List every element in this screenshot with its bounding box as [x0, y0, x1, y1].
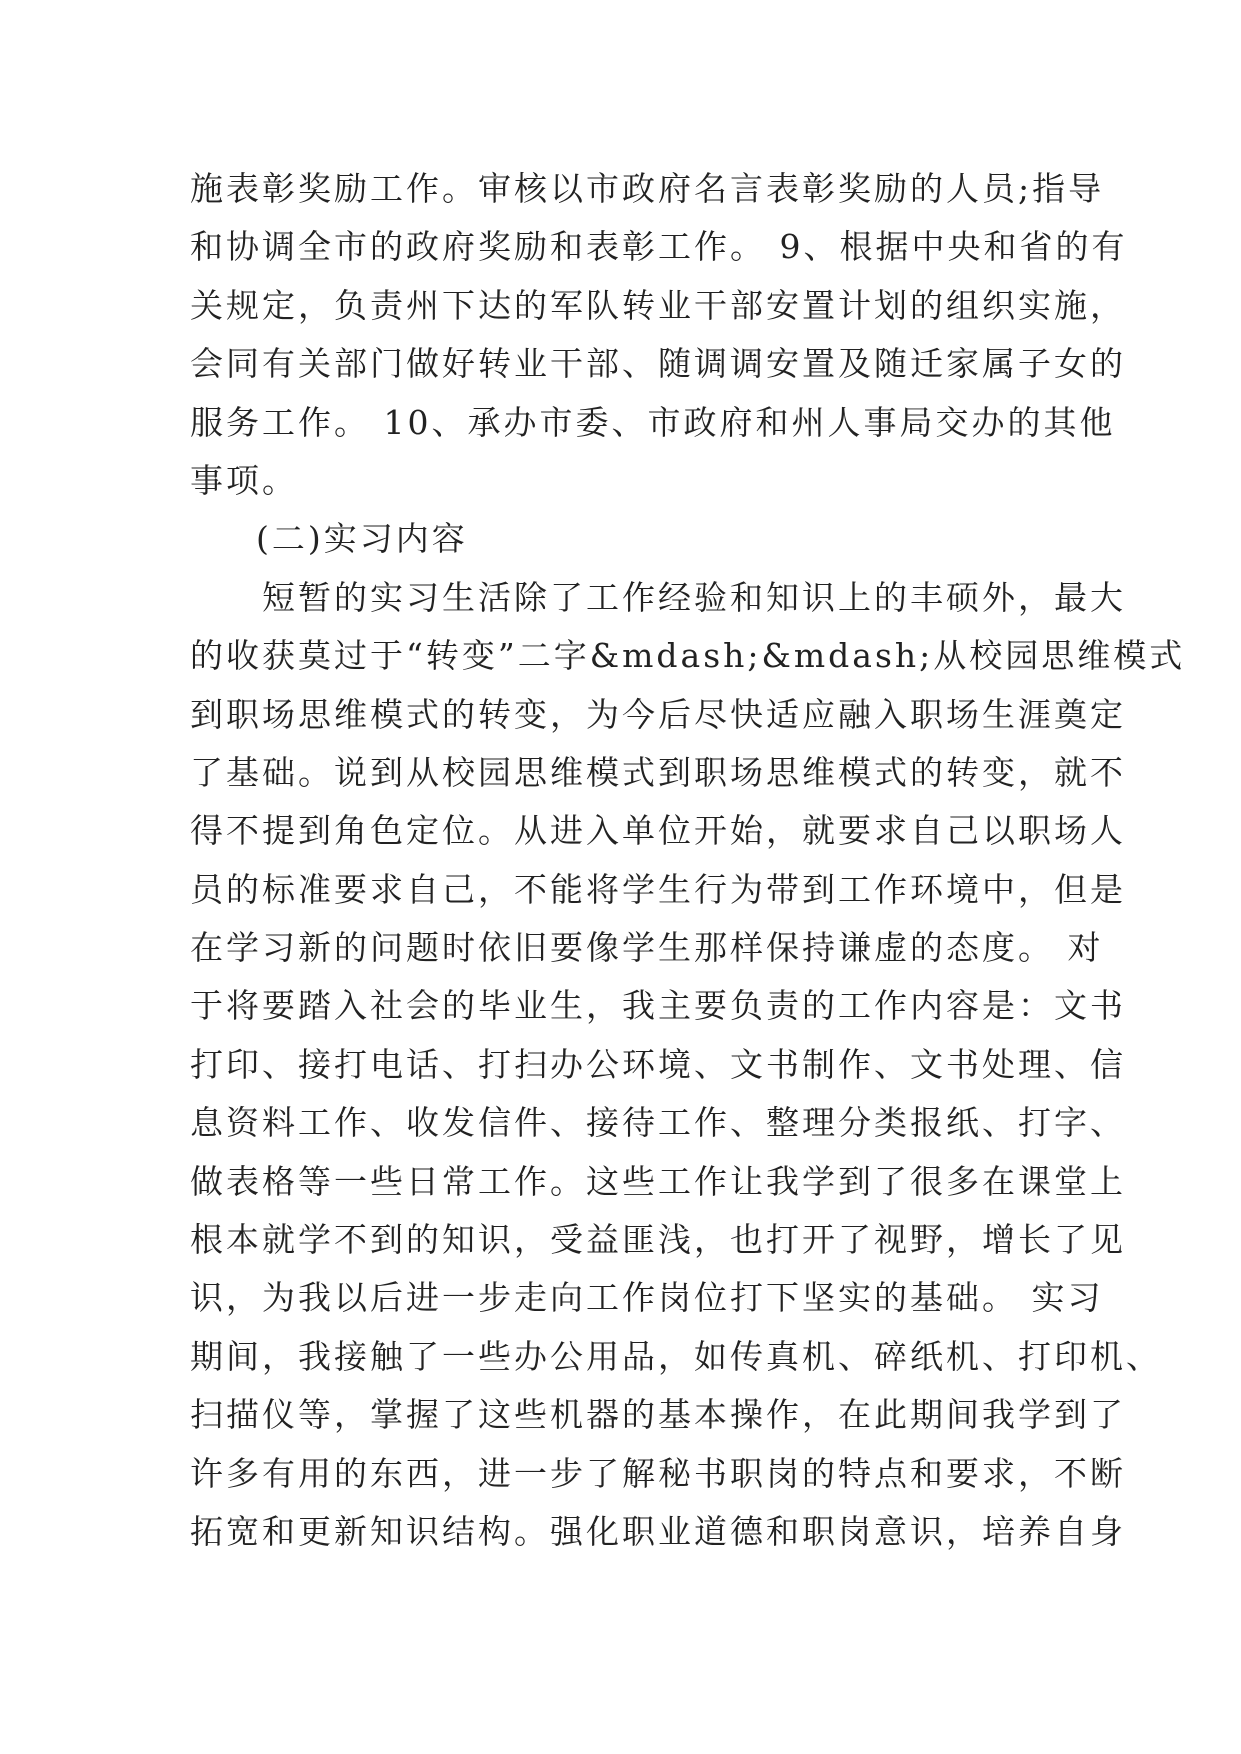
text-line: 员的标准要求自己，不能将学生行为带到工作环境中，但是	[190, 869, 1126, 909]
text-line: 于将要踏入社会的毕业生，我主要负责的工作内容是：文书	[190, 986, 1126, 1026]
text-line: 事项。	[190, 460, 298, 500]
text-line: 到职场思维模式的转变，为今后尽快适应融入职场生涯奠定	[190, 694, 1126, 734]
text-line: 许多有用的东西，进一步了解秘书职岗的特点和要求，不断	[190, 1453, 1126, 1493]
text-line: 服务工作。 10、承办市委、市政府和州人事局交办的其他	[190, 402, 1116, 442]
section-heading: (二)实习内容	[256, 519, 468, 559]
text-line: 和协调全市的政府奖励和表彰工作。 9、根据中央和省的有	[190, 227, 1128, 267]
text-line: 期间，我接触了一些办公用品，如传真机、碎纸机、打印机、	[190, 1336, 1162, 1376]
text-line: 了基础。说到从校园思维模式到职场思维模式的转变，就不	[190, 752, 1126, 792]
text-line: 拓宽和更新知识结构。强化职业道德和职岗意识，培养自身	[190, 1511, 1126, 1551]
text-line: 得不提到角色定位。从进入单位开始，就要求自己以职场人	[190, 811, 1126, 851]
text-line: 根本就学不到的知识，受益匪浅，也打开了视野，增长了见	[190, 1220, 1126, 1260]
text-line: 施表彰奖励工作。审核以市政府名言表彰奖励的人员;指导	[190, 169, 1105, 208]
text-line: 打印、接打电话、打扫办公环境、文书制作、文书处理、信	[190, 1044, 1126, 1084]
text-line: 做表格等一些日常工作。这些工作让我学到了很多在课堂上	[190, 1161, 1126, 1201]
text-line: 短暂的实习生活除了工作经验和知识上的丰硕外，最大	[190, 577, 1126, 617]
text-line: 的收获莫过于“转变”二字&mdash;&mdash;从校园思维模式	[190, 636, 1186, 676]
body-text	[190, 160, 1186, 1561]
text-line: 会同有关部门做好转业干部、随调调安置及随迁家属子女的	[190, 344, 1126, 384]
text-line: 关规定，负责州下达的军队转业干部安置计划的组织实施，	[190, 285, 1126, 325]
text-line: 在学习新的问题时依旧要像学生那样保持谦虚的态度。 对	[190, 928, 1104, 968]
text-line: 息资料工作、收发信件、接待工作、整理分类报纸、打字、	[190, 1103, 1126, 1143]
text-line: 扫描仪等，掌握了这些机器的基本操作，在此期间我学到了	[190, 1395, 1126, 1435]
text-line: 识，为我以后进一步走向工作岗位打下坚实的基础。 实习	[190, 1278, 1104, 1318]
